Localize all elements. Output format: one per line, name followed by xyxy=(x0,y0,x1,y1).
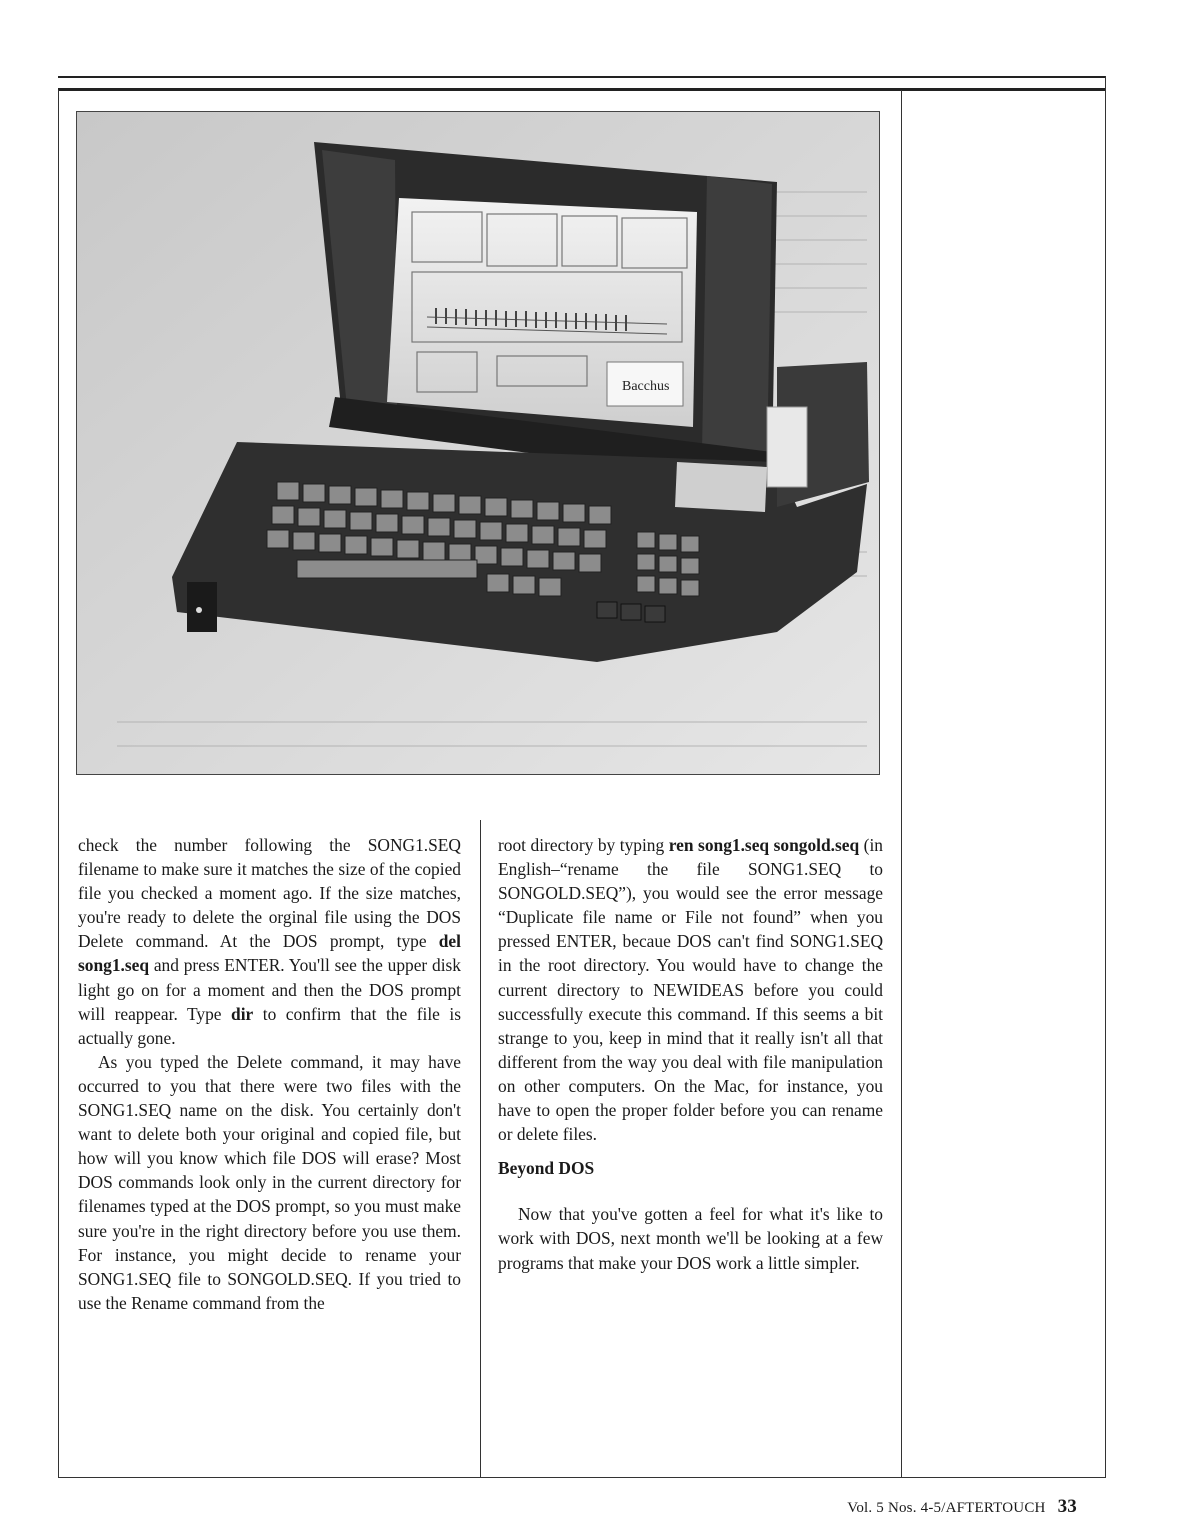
left-paragraph-1 xyxy=(78,833,461,1050)
text-run: (in English–“rename the file SONG1.SEQ to SONGOLD.SEQ”), you would see the error message “Duplicate file name or File not found” when you pressed ENTER, becaue DOS can't find SONG1.SEQ in the root directory. You would have to change the current directory to NEWIDEAS before you could successfully execute this command. If this seems a bit strange to you, keep in mind that it really isn't all that different from the way you deal with file manipulation on other computers. On the Mac, for instance, you have to open the proper folder before you can rename or delete files. xyxy=(498,835,884,1145)
text-run: check the number following the SONG1.SEQ filename to make sure it matches the size of the copied file you checked a moment ago. If the size matches, you're ready to delete the orginal file using the DOS Delete command. At the DOS prompt, type xyxy=(78,835,461,952)
command-del: del song1.seq xyxy=(78,931,461,976)
left-frame-rule xyxy=(58,90,59,1478)
command-ren: ren song1.seq songold.seq xyxy=(668,835,860,855)
column-divider-rule xyxy=(480,820,481,1478)
yamaha-music-computer-image xyxy=(77,112,879,774)
top-rule-thin xyxy=(58,76,1106,78)
section-heading: Beyond DOS xyxy=(498,1158,595,1179)
right-paragraph-2: Now that you've gotten a feel for what it's like to work with DOS, next month we'll be looking at a few programs that make your DOS work a little simpler. xyxy=(498,1204,883,1273)
right-text-column xyxy=(498,833,883,1275)
bacchus-screen-logo: Bacchus xyxy=(622,379,670,394)
right-paragraph-1 xyxy=(498,833,883,1146)
top-rule-thick xyxy=(58,88,1106,91)
issue-label: Vol. 5 Nos. 4-5/AFTERTOUCH xyxy=(847,1500,1046,1516)
left-text-column xyxy=(78,833,461,1315)
left-paragraph-2: As you typed the Delete command, it may have occurred to you that there were two files with the SONG1.SEQ name on the disk. You certainly don't want to delete both your original and copied file, but how will you know which file DOS will erase? Most DOS commands look only in the current directory for filenames typed at the DOS prompt, so you must make sure you're in the right directory before you use them. For instance, you might decide to rename your SONG1.SEQ file to SONGOLD.SEQ. If you tried to use the Rename command from the xyxy=(78,1051,461,1313)
text-run: and press ENTER. You'll see the upper disk light go on for a moment and then the DOS prompt will reappear. Type xyxy=(78,955,461,1024)
text-run: to confirm that the file is actually gone. xyxy=(78,1003,461,1048)
text-run: root directory by typing xyxy=(498,835,669,855)
laptop-photo xyxy=(76,111,880,775)
command-dir: dir xyxy=(231,1003,254,1024)
bottom-rule xyxy=(58,1477,1106,1478)
page-number: 33 xyxy=(1057,1496,1077,1517)
right-frame-rule xyxy=(1105,76,1106,1478)
sidebar-divider-rule xyxy=(901,90,902,1478)
page-footer xyxy=(847,1496,1077,1518)
